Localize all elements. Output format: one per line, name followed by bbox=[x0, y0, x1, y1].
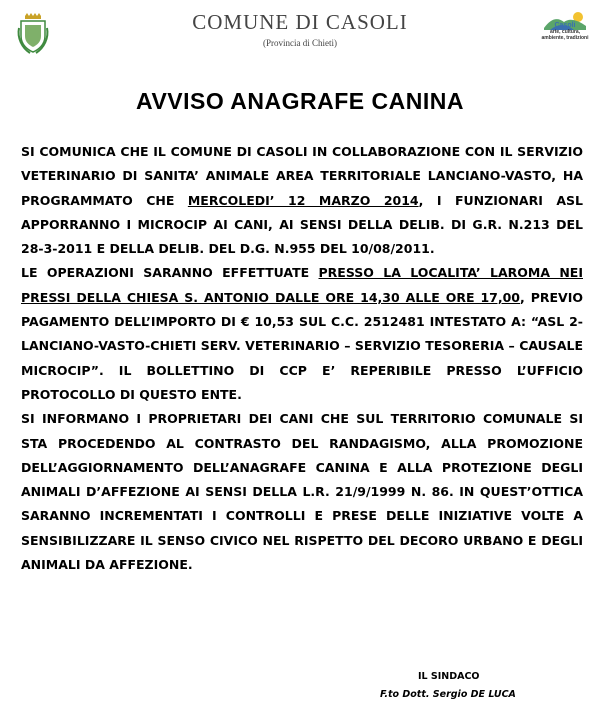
paragraph-text: SI COMUNICA CHE IL COMUNE DI CASOLI IN COLLABORAZIONE CON IL SERVIZIO VETERINARIO DI SANITA’ ANIMALE AREA TERRITORIALE LANCIANO-VASTO, HA PROGRAMMATO CHE bbox=[21, 144, 583, 208]
signature-block bbox=[360, 668, 560, 704]
signature-role: IL SINDACO bbox=[418, 671, 480, 682]
paragraph-operations bbox=[21, 261, 583, 407]
paragraph-text: , I FUNZIONARI ASL APPORRANNO I MICROCIP AI CANI, AI SENSI DELLA DELIB. DI G.R. N.213 DEL 28-3-2011 E DELLA DELIB. DEL D.G. N.955 DEL 10/08/2011. bbox=[21, 192, 584, 257]
paragraph-announcement bbox=[21, 140, 583, 261]
paragraph-text: LE OPERAZIONI SARANNO EFFETTUATE bbox=[21, 265, 319, 281]
notice-title: AVVISO ANAGRAFE CANINA bbox=[136, 88, 464, 114]
signature-name: F.to Dott. Sergio DE LUCA bbox=[380, 689, 516, 700]
notice-body bbox=[21, 140, 583, 577]
paragraph-text: , PREVIO PAGAMENTO DELL’IMPORTO DI € 10,53 SUL C.C. 2512481 INTESTATO A: “ASL 2- LANCIANO-VASTO-CHIETI SERV. VETERINARIO – SERVIZIO TESORERIA – CAUSALE MICROCIP”. IL BOLLETTINO DI CCP E’ REPERIBILE PRESSO L’UFFICIO PROTOCOLLO DI QUESTO ENTE. bbox=[21, 289, 583, 402]
event-location: PRESSO LA LOCALITA’ LAROMA NEI PRESSI DELLA CHIESA S. ANTONIO DALLE ORE 14,30 ALLE ORE 17,00 bbox=[21, 265, 583, 305]
municipality-name: COMUNE DI CASOLI bbox=[192, 10, 408, 34]
province-name: (Provincia di Chieti) bbox=[263, 38, 337, 48]
logo-tagline: arte, cultura, ambiente, tradizioni bbox=[541, 29, 589, 41]
logo-name: Casoli bbox=[554, 22, 576, 29]
paragraph-information: SI INFORMANO I PROPRIETARI DEI CANI CHE SUL TERRITORIO COMUNALE SI STA PROCEDENDO AL CONTRASTO DEL RANDAGISMO, ALLA PROMOZIONE DELL’AGGIORNAMENTO DELL’ANAGRAFE CANINA E ALLA PROTEZIONE DEGLI ANIMALI D’AFFEZIONE AI SENSI DELLA L.R. 21/9/1999 N. 86. IN QUEST’OTTICA SARANNO INCREMENTATI I CONTROLLI E PRESE DELLE INIZIATIVE VOLTE A SENSIBILIZZARE IL SENSO CIVICO NEL RISPETTO DEL DECORO URBANO E DEGLI ANIMALI DA AFFEZIONE. bbox=[21, 411, 583, 573]
event-date: MERCOLEDI’ 12 MARZO 2014 bbox=[187, 192, 419, 208]
